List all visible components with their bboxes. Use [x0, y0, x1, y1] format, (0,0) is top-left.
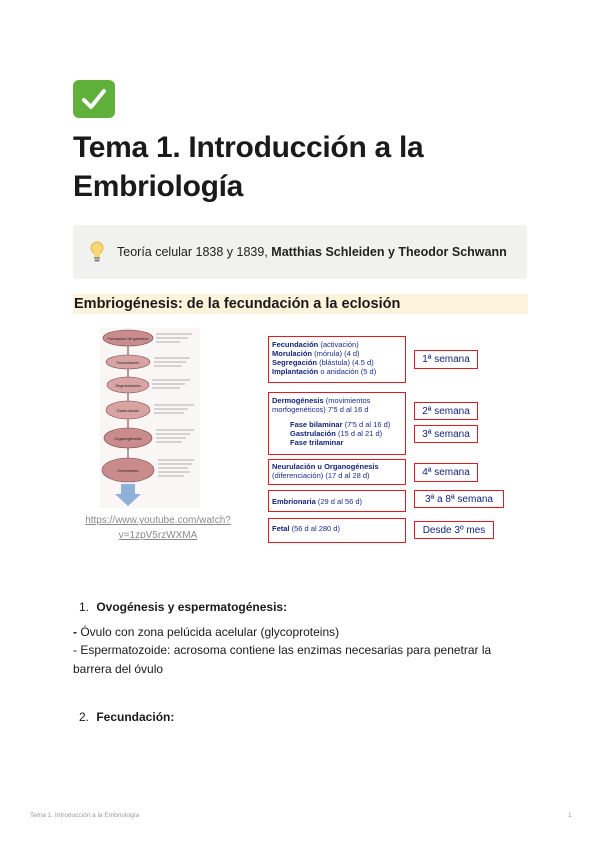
- stage-label: Gastrulación: [116, 408, 140, 413]
- light-bulb-icon: [89, 241, 105, 263]
- stage-label: Crecimiento: [117, 468, 139, 473]
- section-heading: Embriogénesis: de la fecundación a la eclosión: [73, 294, 528, 314]
- timeline-box-fetal: Fetal (56 d al 280 d): [268, 518, 406, 543]
- callout-block: [73, 225, 527, 279]
- page-title: Tema 1. Introducción a la Embriología: [73, 131, 424, 203]
- timeline-box-neurulation: Neurulación u Organogénesis (diferenciación) (17 d al 28 d): [268, 459, 406, 485]
- callout-text: Teoría celular 1838 y 1839, Matthias Schleiden y Theodor Schwann: [117, 245, 507, 259]
- timeline-box-embryonic: Embrionaria (29 d al 56 d): [268, 490, 406, 512]
- label-weeks-3-to-8: 3ª a 8ª semana: [414, 490, 504, 508]
- label-week-3: 3ª semana: [414, 425, 478, 443]
- label-from-month-3: Desde 3º mes: [414, 521, 494, 539]
- label-week-1: 1ª semana: [414, 350, 478, 369]
- timeline-box-dermogenesis: Dermogénesis (movimientos morfogenéticos) 7'5 d al 16 d Fase bilaminar (7'5 d al 16 d) Gastrulación (15 d al 21 d) Fase trilaminar: [268, 392, 406, 455]
- paragraph-sperm: - Espermatozoide: acrosoma contiene las enzimas necesarias para penetrar la barrera del óvulo: [73, 643, 492, 676]
- label-week-4: 4ª semana: [414, 463, 478, 482]
- footer-title: Tema 1. Introducción a la Embriología: [30, 812, 140, 819]
- page-number: 1: [568, 812, 572, 819]
- embryogenesis-diagram: [100, 328, 200, 508]
- stage-label: Segmentación: [115, 383, 141, 388]
- stage-label: Formación de gametos: [107, 336, 149, 341]
- list-item: 2. Fecundación:: [79, 710, 175, 724]
- paragraph-ovule: - Óvulo con zona pelúcida acelular (glycoproteins): [73, 625, 340, 639]
- label-week-2: 2ª semana: [414, 402, 478, 420]
- stage-label: Organogénesis: [114, 436, 142, 441]
- stage-label: Fecundación: [116, 360, 140, 365]
- list-item: 1. Ovogénesis y espermatogénesis:: [79, 600, 288, 614]
- check-mark-button-icon: [73, 80, 115, 118]
- youtube-link[interactable]: https://www.youtube.com/watch?v=1zpV5rzWXMA: [85, 515, 231, 541]
- timeline-box-first-week: Fecundación (activación) Morulación (mórula) (4 d) Segregación (blástula) (4.5 d) Implantación o anidación (5 d): [268, 336, 406, 383]
